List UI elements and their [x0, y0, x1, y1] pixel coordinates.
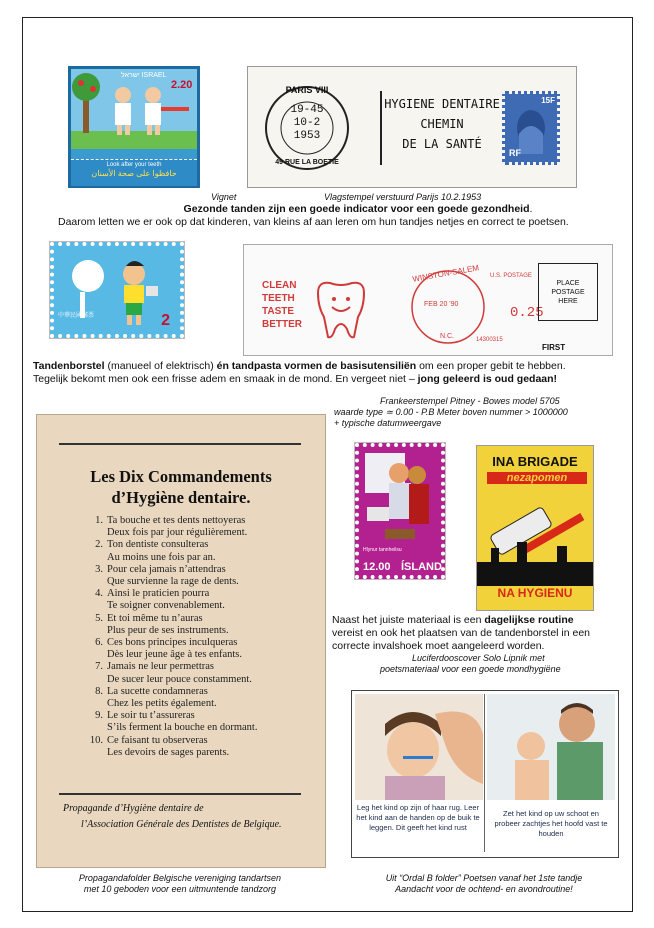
p3-bold: dagelijkse routine	[484, 614, 574, 626]
commandment: 3. Pour cela jamais n’attendras Que survienne la rage de dents.	[95, 563, 239, 588]
cancel-top: PARIS VIII	[285, 85, 329, 95]
place-line-1: PLACE	[556, 280, 580, 287]
p3-a: Naast het juiste materiaal is een	[332, 614, 485, 626]
p2-line2-b: jong geleerd is oud gedaan!	[417, 373, 558, 385]
caption-ordal	[344, 873, 624, 895]
matchbox-footer: NA HYGIENU	[497, 586, 573, 600]
matchbox-subtitle: nezapomen	[487, 472, 587, 484]
caption-folder-2: met 10 geboden voor een uitmuntende tandzorg	[83, 884, 277, 894]
caption-ordal-1: Uit “Ordal B folder” Poetsen vanaf het 1ste tandje	[385, 873, 583, 883]
p2-bold1: Tandenborstel	[33, 360, 105, 372]
iceland-stamp-text: Hlynur tannheilsu	[363, 547, 402, 553]
p1-end: .	[529, 203, 533, 215]
caption-franking-1: Frankeerstempel Pitney - Bowes model 5705	[380, 396, 560, 406]
meter-first: FIRST	[542, 343, 566, 352]
taiwan-stamp-country: 中華民國郵票	[58, 313, 95, 319]
meter-slogan-3: TASTE	[262, 306, 295, 317]
folder-top-rule	[59, 443, 301, 445]
place-line-3: HERE	[558, 298, 578, 305]
slogan-line-2: CHEMIN	[420, 117, 464, 131]
meter-usps: U.S. POSTAGE	[490, 273, 532, 279]
p2-end: om een proper gebit te hebben.	[416, 360, 566, 372]
israel-stamp-country: ישראל ISRAEL	[121, 72, 167, 79]
meter-number: 14300315	[476, 337, 503, 343]
us-meter-cover	[243, 244, 613, 356]
paragraph-3	[332, 614, 622, 653]
caption-franking	[334, 396, 614, 429]
commandment: 2. Ton dentiste consulteras Au moins une fois par an.	[95, 539, 216, 563]
ordal-photo-right	[487, 694, 615, 800]
israel-stamp-value: 2.20	[171, 79, 193, 91]
marianne-stamp	[502, 91, 560, 165]
meter-slogan	[262, 279, 302, 331]
caption-ordal-2: Aandacht voor de ochtend- en avondroutine!	[395, 884, 573, 894]
folder-footer-2: l’Association Générale des Dentistes de Belgique.	[81, 819, 282, 830]
place-postage-box	[538, 263, 598, 321]
p2-mid: (manueel of elektrisch)	[104, 360, 217, 372]
meter-state: N.C.	[440, 333, 454, 340]
ordal-right-box: Zet het kind op uw schoot en probeer zachtjes het hoofd vast te houden	[494, 809, 608, 838]
caption-folder-1: Propagandafolder Belgische vereniging tandartsen	[78, 873, 282, 883]
tooth-mascot-icon	[310, 279, 372, 341]
commandment: 5. Et toi même tu n’auras Plus peur de ses instruments.	[95, 612, 229, 636]
caption-vignet: Vignet	[211, 192, 237, 202]
toothbrush-toothpaste-icon	[477, 490, 593, 586]
taiwan-stamp	[50, 242, 184, 338]
p2-bold2: én tandpasta vormen de basisutensiliën	[216, 360, 417, 372]
folder-footer-1: Propagande d’Hygiène dentaire de	[63, 803, 204, 814]
caption-franking-3: + typische datumweergave	[334, 418, 442, 428]
father-child-photo-icon	[487, 694, 615, 800]
caption-vlagstempel: Vlagstempel verstuurd Parijs 10.2.1953	[324, 192, 482, 202]
commandment: 6. Ces bons principes inculqueras Dès leur jeune âge à tes enfants.	[95, 637, 242, 661]
taiwan-stamp-value: 2	[161, 312, 170, 329]
slogan-line-3: DE LA SANTÉ	[402, 137, 482, 151]
ordal-photo-left	[355, 694, 483, 800]
child-brushing-photo-icon	[355, 694, 483, 800]
caption-lucifer	[380, 653, 620, 675]
folder-title-2: d’Hygiène dentaire.	[111, 488, 251, 507]
slogan-line-1: HYGIENE DENTAIRE	[384, 97, 500, 111]
commandment: 9. Le soir tu t’assureras S’ils ferment la bouche en dormant.	[95, 710, 258, 734]
paris-cover	[247, 66, 577, 188]
matchbox-label	[476, 445, 594, 611]
p3-line2: vereist en ook het plaatsen van de tandenborstel in een	[332, 627, 591, 639]
iceland-stamp-value: 12.00	[363, 561, 391, 573]
iceland-stamp-country: ÍSLAND	[401, 561, 442, 573]
iceland-stamp	[355, 443, 445, 579]
cancel-street: 49 RUE LA BOETIE	[275, 159, 339, 166]
p1-bold: Gezonde tanden zijn een goede indicator voor een goede gezondheid	[183, 203, 530, 215]
israel-stamp	[68, 66, 200, 188]
commandment: 8. La sucette condamneras Chez les petits également.	[95, 685, 217, 710]
hygiene-folder	[36, 414, 326, 868]
p2-line2-a: Tegelijk bekomt men ook een frisse adem en smaak in de mond. En vergeet niet –	[33, 373, 418, 385]
commandment: 4. Ainsi le praticien pourra Te soigner convenablement.	[95, 588, 225, 612]
marianne-country: RF	[509, 148, 521, 158]
matchbox-title: INA BRIGADE	[492, 454, 578, 469]
meter-date: FEB 20 '90	[424, 301, 459, 308]
caption-folder	[40, 873, 320, 895]
marianne-value: 15F	[541, 96, 555, 105]
cancel-year: 1953	[293, 130, 321, 142]
paragraph-2	[33, 360, 623, 386]
ordal-left-box: Leg het kind op zijn of haar rug. Leer het kind aan de handen op de buik te leggen. Dit geeft het kind rust	[356, 803, 480, 832]
caption-lucifer-1: Luciferdooscover Solo Lipnik met	[412, 653, 545, 663]
folder-title-1: Les Dix Commandements	[90, 467, 272, 486]
commandment: 10. Ce faisant tu observeras Les devoirs de sages parents.	[89, 734, 230, 758]
caption-lucifer-2: poetsmateriaal voor een goede mondhygiëne	[380, 664, 561, 674]
commandments-list	[85, 515, 315, 759]
meter-slogan-2: TEETH	[262, 293, 295, 304]
folder-bottom-rule	[59, 793, 301, 795]
meter-slogan-1: CLEAN	[262, 280, 297, 291]
meter-city: WINSTON-SALEM	[411, 263, 480, 284]
slogan-box	[380, 91, 504, 165]
ordal-folder	[351, 690, 619, 858]
meter-value: 0.25	[510, 305, 544, 321]
p1-line2: Daarom letten we er ook op dat kinderen, van kleins af aan leren om hun tandjes netjes en correct te poetsen.	[58, 216, 569, 228]
ordal-divider	[484, 694, 485, 852]
caption-franking-2: waarde type ≃ 0.00 - P.B Meter boven nummer > 1000000	[334, 407, 568, 417]
commandment: 7. Jamais ne leur permettras De sucer leur pouce constamment.	[95, 661, 252, 685]
commandment: 1. Ta bouche et tes dents nettoyeras Deux fois par jour régulièrement.	[95, 515, 248, 539]
israel-tab-arabic: حافظوا على صحة الأسنان	[91, 169, 177, 178]
paragraph-1	[58, 203, 618, 229]
p3-line3: correcte invalshoek moet aangeleerd worden.	[332, 640, 545, 652]
place-line-2: POSTAGE	[551, 289, 585, 296]
israel-stamp-tab	[71, 159, 197, 186]
cancel-time: 19-45	[290, 104, 324, 116]
cancel-date: 10-2	[293, 117, 321, 129]
iceland-stamp-illustration-icon	[359, 447, 441, 547]
meter-slogan-4: BETTER	[262, 319, 302, 330]
israel-tab-text: Look after your teeth	[106, 162, 162, 168]
